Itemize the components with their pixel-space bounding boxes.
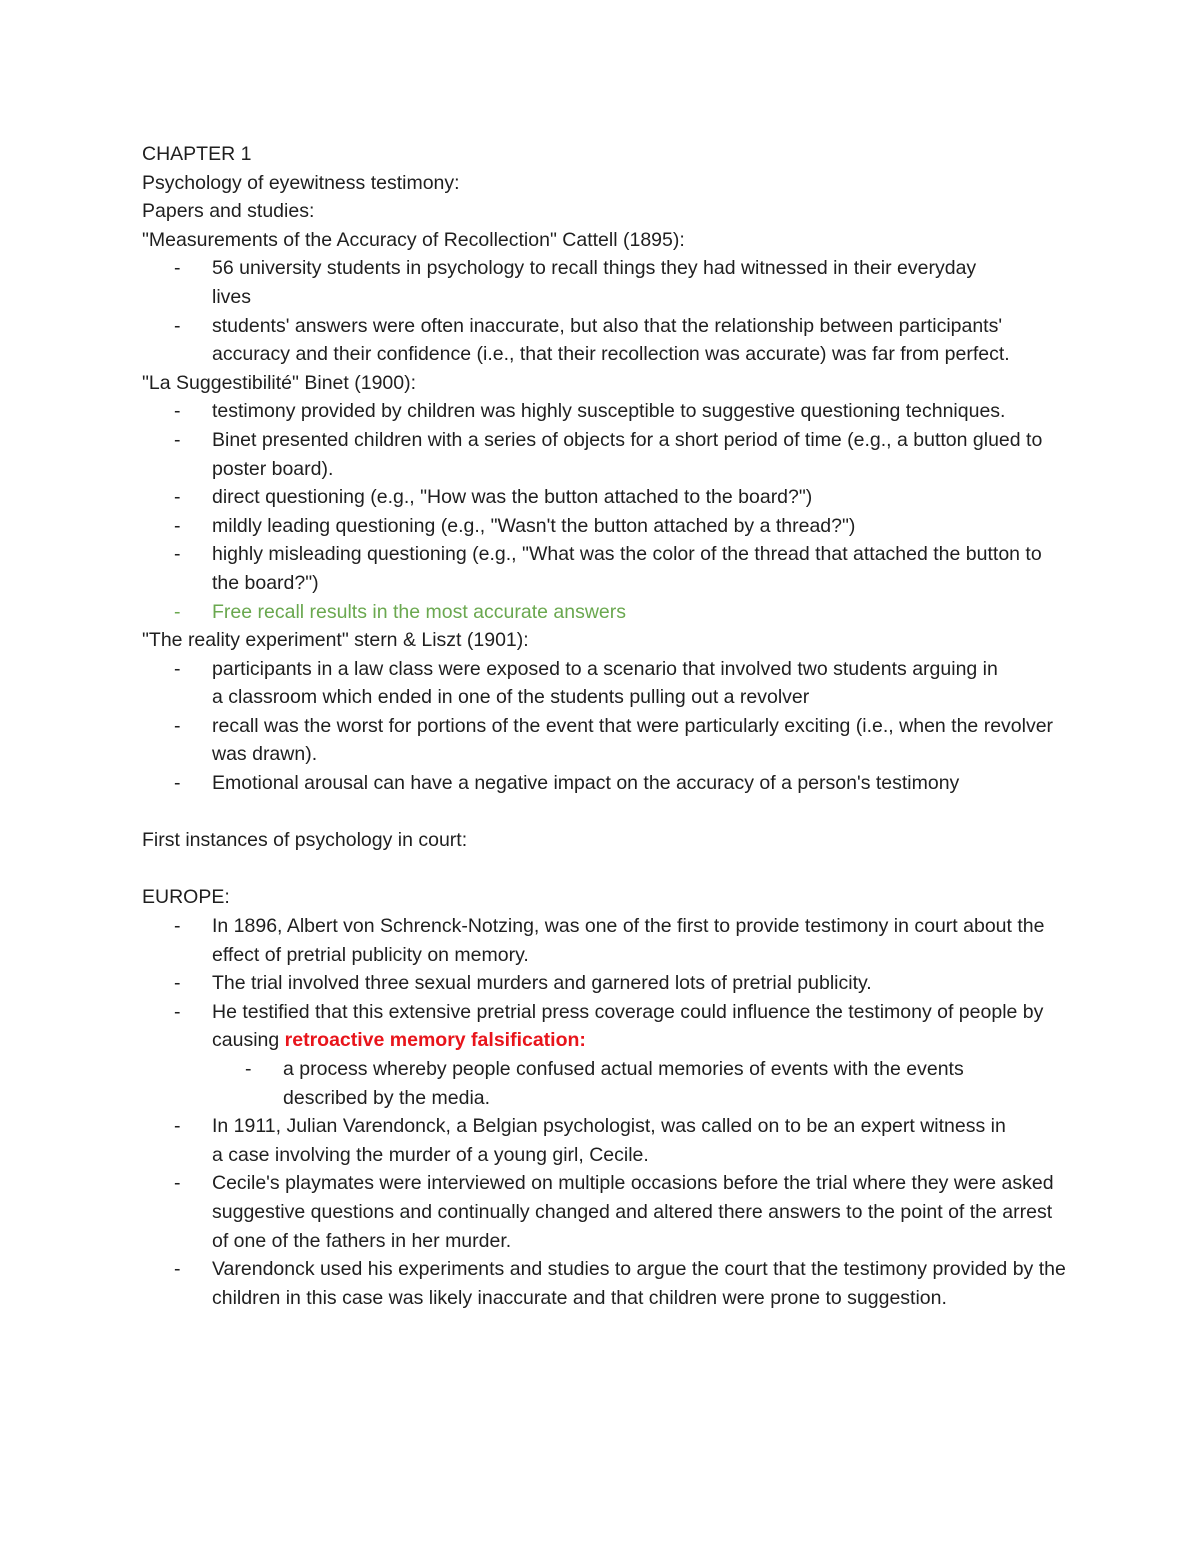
bullet-dash: - xyxy=(174,972,181,995)
bullet-dash: - xyxy=(174,257,181,280)
papers-heading: Papers and studies: xyxy=(142,200,315,223)
bullet-dash: - xyxy=(174,772,181,795)
list-item xyxy=(142,769,1092,798)
study-heading-binet: "La Suggestibilité" Binet (1900): xyxy=(142,371,417,394)
bullet-dash: - xyxy=(174,1258,181,1281)
list-item xyxy=(142,540,1072,597)
europe-heading: EUROPE: xyxy=(142,886,230,909)
bullet-text: He testified that this extensive pretrial press coverage could influence the testimony of people by causing xyxy=(212,1000,1044,1052)
sub-bullet-text: a process whereby people confused actual memories of events with the events described by the media. xyxy=(283,1058,964,1109)
bullet-dash: - xyxy=(174,1000,181,1023)
bullet-dash: - xyxy=(174,400,181,423)
bullet-text: The trial involved three sexual murders and garnered lots of pretrial publicity. xyxy=(212,972,872,995)
bullet-dash: - xyxy=(174,915,181,938)
blank-line xyxy=(142,798,1072,827)
bullet-dash: - xyxy=(174,543,181,566)
list-item xyxy=(142,483,1072,512)
list-item xyxy=(142,969,1072,998)
document-page xyxy=(142,140,1072,1312)
highlight-list-item xyxy=(142,598,1072,627)
bullet-dash: - xyxy=(245,1058,252,1080)
court-heading: First instances of psychology in court: xyxy=(142,829,468,852)
list-item xyxy=(142,712,1072,769)
bullet-dash: - xyxy=(174,1115,181,1138)
study-heading-cattell: "Measurements of the Accuracy of Recollection" Cattell (1895): xyxy=(142,228,685,251)
bullet-text: recall was the worst for portions of the event that were particularly exciting (i.e., when the revolver was drawn). xyxy=(212,714,1054,766)
list-item xyxy=(142,254,982,311)
bullet-text: Binet presented children with a series of objects for a short period of time (e.g., a button glued to poster board). xyxy=(212,428,1043,480)
list-item xyxy=(142,312,1072,369)
list-item xyxy=(142,426,1072,483)
list-item xyxy=(142,1255,1072,1312)
bullet-text: participants in a law class were exposed to a scenario that involved two students arguing in a classroom which ended in one of the students pulling out a revolver xyxy=(212,657,998,709)
list-item xyxy=(142,912,1052,969)
bullet-dash: - xyxy=(174,314,181,337)
bullet-text: mildly leading questioning (e.g., "Wasn't the button attached by a thread?") xyxy=(212,514,856,537)
bullet-text: Varendonck used his experiments and studies to argue the court that the testimony provided by the children in this case was likely inaccurate and that children were prone to suggestion. xyxy=(212,1258,1066,1309)
chapter-title: CHAPTER 1 xyxy=(142,143,252,165)
bullet-text: highly misleading questioning (e.g., "What was the color of the thread that attached the button to the board?") xyxy=(212,543,1042,594)
bullet-dash: - xyxy=(174,1172,181,1195)
bullet-text: testimony provided by children was highly susceptible to suggestive questioning techniques. xyxy=(212,400,1006,423)
bullet-text: direct questioning (e.g., "How was the button attached to the board?") xyxy=(212,486,813,509)
bullet-dash: - xyxy=(174,428,181,451)
sub-list-item xyxy=(142,1055,1053,1112)
bullet-dash: - xyxy=(174,514,181,537)
study-heading-stern-liszt: "The reality experiment" stern & Liszt (1901): xyxy=(142,629,529,652)
bullet-dash: - xyxy=(174,600,181,623)
bullet-dash: - xyxy=(174,486,181,509)
bullet-dash: - xyxy=(174,714,181,737)
bullet-text: In 1911, Julian Varendonck, a Belgian psychologist, was called on to be an expert witness in a case involving the murder of a young girl, Cecile. xyxy=(212,1115,1006,1166)
list-item xyxy=(142,1112,1012,1169)
bullet-text: students' answers were often inaccurate, but also that the relationship between participants' accuracy and their confidence (i.e., that their recollection was accurate) was far from perfect. xyxy=(212,314,1010,366)
bullet-text: Emotional arousal can have a negative impact on the accuracy of a person's testimony xyxy=(212,772,960,795)
blank-line xyxy=(142,855,1072,884)
key-term: retroactive memory falsification: xyxy=(284,1029,586,1052)
bullet-text: Cecile's playmates were interviewed on multiple occasions before the trial where they were asked suggestive questions and continually changed and altered there answers to the point of the arrest of one of the fathers in her murder. xyxy=(212,1172,1054,1252)
bullet-text: 56 university students in psychology to recall things they had witnessed in their everyday lives xyxy=(212,257,977,308)
list-item xyxy=(142,512,1072,541)
highlight-bullet-text: Free recall results in the most accurate answers xyxy=(212,600,626,623)
bullet-text: In 1896, Albert von Schrenck-Notzing, was one of the first to provide testimony in court about the effect of pretrial publicity on memory. xyxy=(212,915,1045,966)
list-item xyxy=(142,397,1012,426)
bullet-dash: - xyxy=(174,657,181,680)
list-item xyxy=(142,998,1052,1055)
list-item xyxy=(142,655,1012,712)
list-item xyxy=(142,1169,1072,1255)
section-title: Psychology of eyewitness testimony: xyxy=(142,171,460,194)
